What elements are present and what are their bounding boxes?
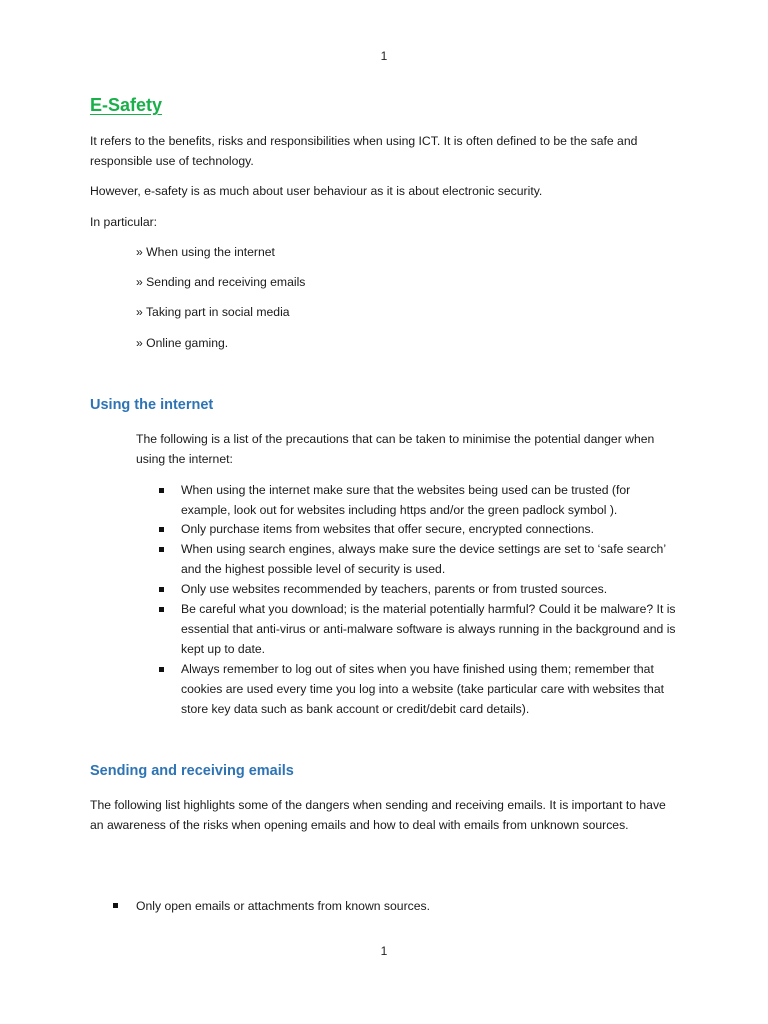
list-item: » Online gaming. [136,336,229,350]
section-heading-emails: Sending and receiving emails [90,763,294,779]
list-item: Only use websites recommended by teachers, parents or from trusted sources. [181,582,608,596]
page-number-top: 1 [380,49,388,63]
list-item: When using the internet make sure that the websites being used can be trusted (for example, look out for websites including https and/or the green padlock symbol ). [181,483,631,517]
section-heading-internet: Using the internet [90,397,214,413]
bullet-square-icon [113,903,118,908]
page-title: E-Safety [90,95,163,115]
intro-paragraph-3: In particular: [90,215,158,229]
bullet-square-icon [159,488,164,493]
bullet-square-icon [159,667,164,672]
internet-lead-paragraph: The following is a list of the precautions that can be taken to minimise the potential danger when using the internet: [136,432,655,466]
bullet-square-icon [159,607,164,612]
emails-lead-paragraph: The following list highlights some of the dangers when sending and receiving emails. It is important to have an awareness of the risks when opening emails and how to deal with emails from unknown sources. [90,798,666,832]
list-item: When using search engines, always make sure the device settings are set to ‘safe search’ and the highest possible level of security is used. [181,542,666,576]
list-item: » Sending and receiving emails [136,275,306,289]
list-item: Only open emails or attachments from known sources. [136,899,430,913]
intro-paragraph-2: However, e-safety is as much about user behaviour as it is about electronic security. [90,184,543,198]
list-item: Always remember to log out of sites when you have finished using them; remember that cookies are used every time you log into a website (take particular care with websites that store key data such as bank account or credit/debit card details). [181,662,664,716]
list-item: Be careful what you download; is the material potentially harmful? Could it be malware? It is essential that anti-virus or anti-malware software is always running in the background and is kept up to date. [181,602,676,656]
list-item: » Taking part in social media [136,305,290,319]
bullet-square-icon [159,587,164,592]
intro-paragraph-1: It refers to the benefits, risks and responsibilities when using ICT. It is often defined to be the safe and responsible use of technology. [90,134,638,168]
list-item: Only purchase items from websites that offer secure, encrypted connections. [181,522,594,536]
page-number-bottom: 1 [380,944,388,958]
bullet-square-icon [159,527,164,532]
bullet-square-icon [159,547,164,552]
list-item: » When using the internet [136,245,275,259]
